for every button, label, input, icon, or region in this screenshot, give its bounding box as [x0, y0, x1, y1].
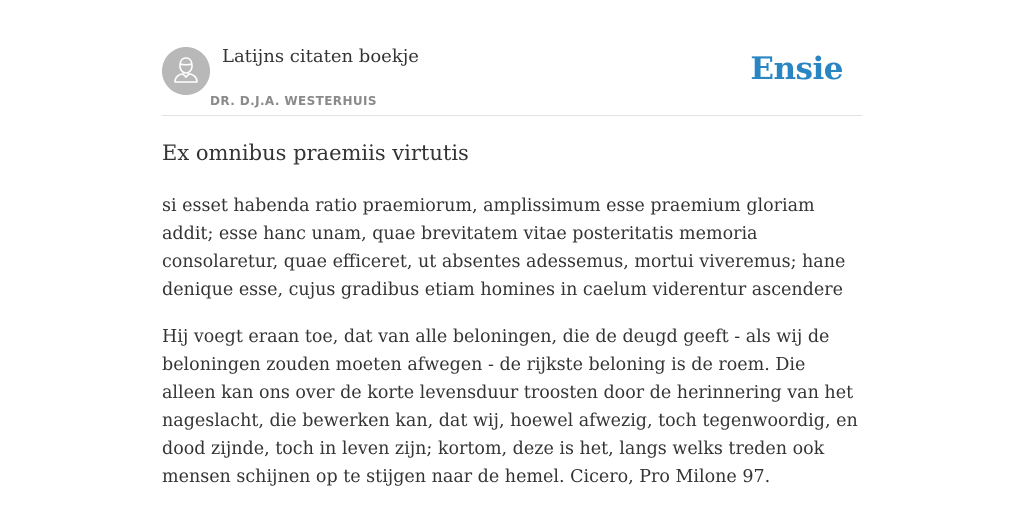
header: [162, 0, 862, 116]
avatar[interactable]: [162, 47, 210, 95]
author-name[interactable]: DR. D.J.A. WESTERHUIS: [210, 94, 377, 108]
article-title: Ex omnibus praemiis virtutis: [162, 141, 469, 165]
book-title[interactable]: Latijns citaten boekje: [222, 46, 419, 67]
latin-paragraph: si esset habenda ratio praemiorum, amplissimum esse praemium gloriam addit; esse hanc unam, quae brevitatem vitae posteritatis memoria consolaretur, quae efficeret, ut absentes adessemus, mortui viveremus; hane denique esse, cujus gradibus etiam homines in caelum viderentur ascendere: [162, 196, 846, 300]
dutch-paragraph: Hij voegt eraan toe, dat van alle beloningen, die de deugd geeft - als wij de beloningen zouden moeten afwegen - de rijkste beloning is de roem. Die alleen kan ons over de korte levensduur troosten door de herinnering van het nageslacht, die bewerken kan, dat wij, hoewel afwezig, toch tegenwoordig, en dood zijnde, toch in leven zijn; kortom, deze is het, langs welks treden ook mensen schijnen op te stijgen naar de hemel. Cicero, Pro Milone 97.: [162, 327, 858, 487]
brand-logo[interactable]: Ensie: [750, 51, 843, 87]
page-container: [162, 0, 862, 487]
user-icon: [162, 47, 210, 95]
